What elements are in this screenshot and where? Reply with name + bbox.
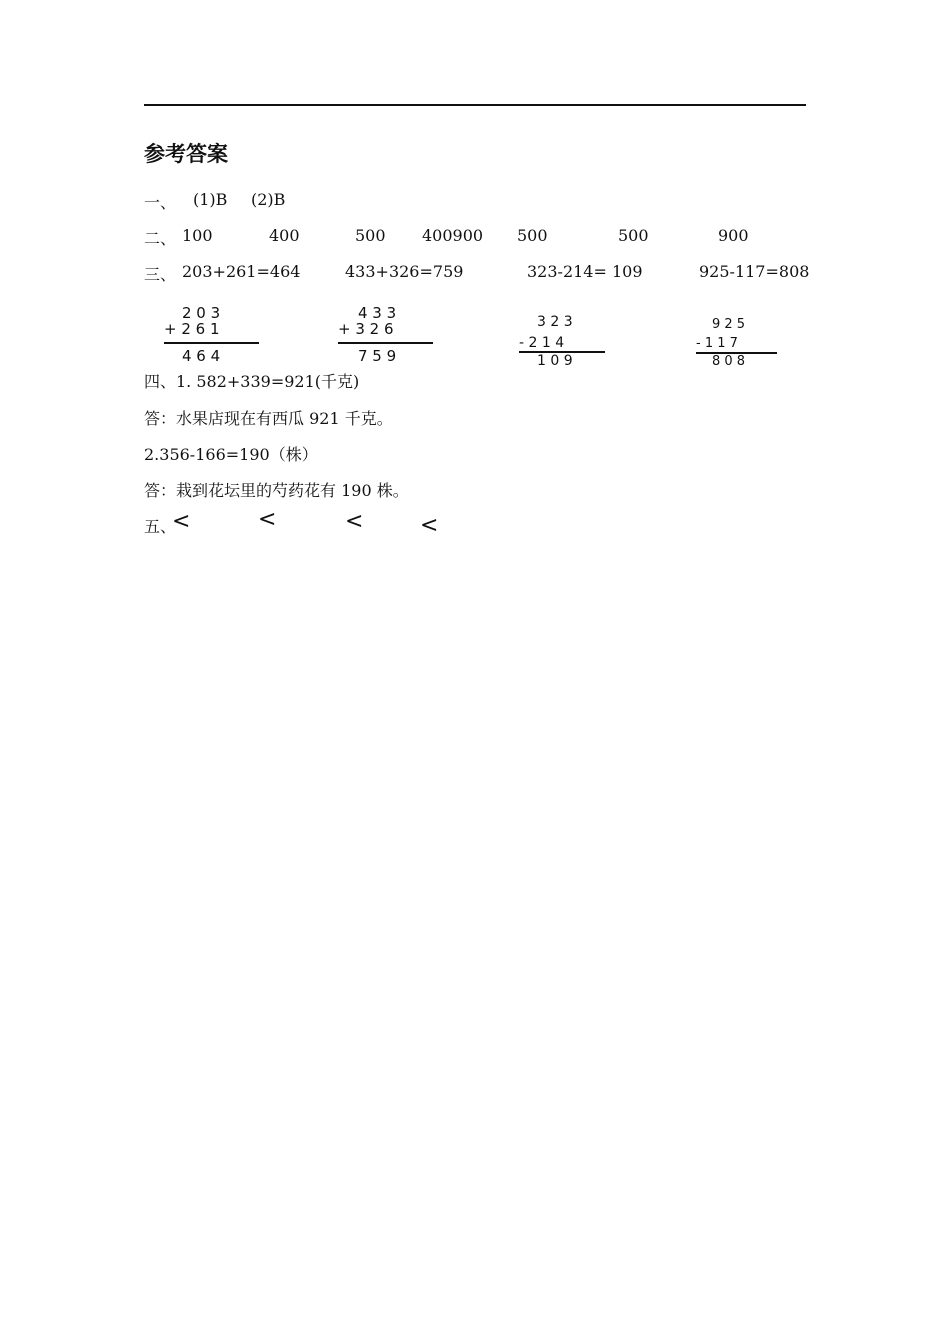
vcalc-result-row: 7 5 9 <box>358 347 397 365</box>
vcalc-result-row: 8 0 8 <box>712 354 746 369</box>
q5-symbol: < <box>345 509 364 534</box>
q2-value: 400900 <box>422 226 484 245</box>
q5-symbol: < <box>172 509 191 534</box>
vcalc-mid-row: - 2 1 4 <box>519 335 565 351</box>
q4-answer-2: 答：栽到花坛里的芍药花有 190 株。 <box>144 481 409 500</box>
vertical-calc-1 <box>164 304 260 366</box>
q3-prefix: 三、 <box>144 265 177 284</box>
vertical-calc-3 <box>519 314 607 370</box>
q2-value: 100 <box>182 226 213 245</box>
vcalc-top-row: 9 2 5 <box>712 317 746 332</box>
vcalc-top-row: 2 0 3 <box>182 304 221 322</box>
q5-symbol: < <box>420 513 439 538</box>
q1-answer-1: (1)B <box>193 190 228 209</box>
vcalc-result-row: 4 6 4 <box>182 347 221 365</box>
vcalc-mid-row: + 3 2 6 <box>338 320 394 338</box>
q1-answer-2: (2)B <box>251 190 286 209</box>
vcalc-top-row: 4 3 3 <box>358 304 397 322</box>
vcalc-top-row: 3 2 3 <box>537 314 573 330</box>
q4-answer-1: 答：水果店现在有西瓜 921 千克。 <box>144 409 393 428</box>
header-rule <box>144 104 806 106</box>
vertical-calc-2 <box>338 304 434 366</box>
vcalc-result-row: 1 0 9 <box>537 353 573 369</box>
vertical-calc-4 <box>696 317 778 371</box>
q5-symbol: < <box>258 507 277 532</box>
q5-prefix: 五、 <box>144 517 177 536</box>
q3-equation: 433+326=759 <box>345 262 464 281</box>
q3-equation: 203+261=464 <box>182 262 301 281</box>
vcalc-bar <box>338 342 433 344</box>
q4-line-2: 2.356-166=190（株） <box>144 445 318 464</box>
q2-value: 400 <box>269 226 300 245</box>
vcalc-bar <box>164 342 259 344</box>
q2-value: 900 <box>718 226 749 245</box>
q4-line-1: 四、1. 582+339=921(千克) <box>144 372 360 391</box>
vcalc-mid-row: - 1 1 7 <box>696 336 738 351</box>
vcalc-mid-row: + 2 6 1 <box>164 320 220 338</box>
q3-equation: 323-214= 109 <box>527 262 643 281</box>
q2-value: 500 <box>618 226 649 245</box>
q2-value: 500 <box>517 226 548 245</box>
page-title: 参考答案 <box>144 142 228 166</box>
q1-prefix: 一、 <box>144 193 177 212</box>
q2-value: 500 <box>355 226 386 245</box>
q2-prefix: 二、 <box>144 229 177 248</box>
q3-equation: 925-117=808 <box>699 262 810 281</box>
